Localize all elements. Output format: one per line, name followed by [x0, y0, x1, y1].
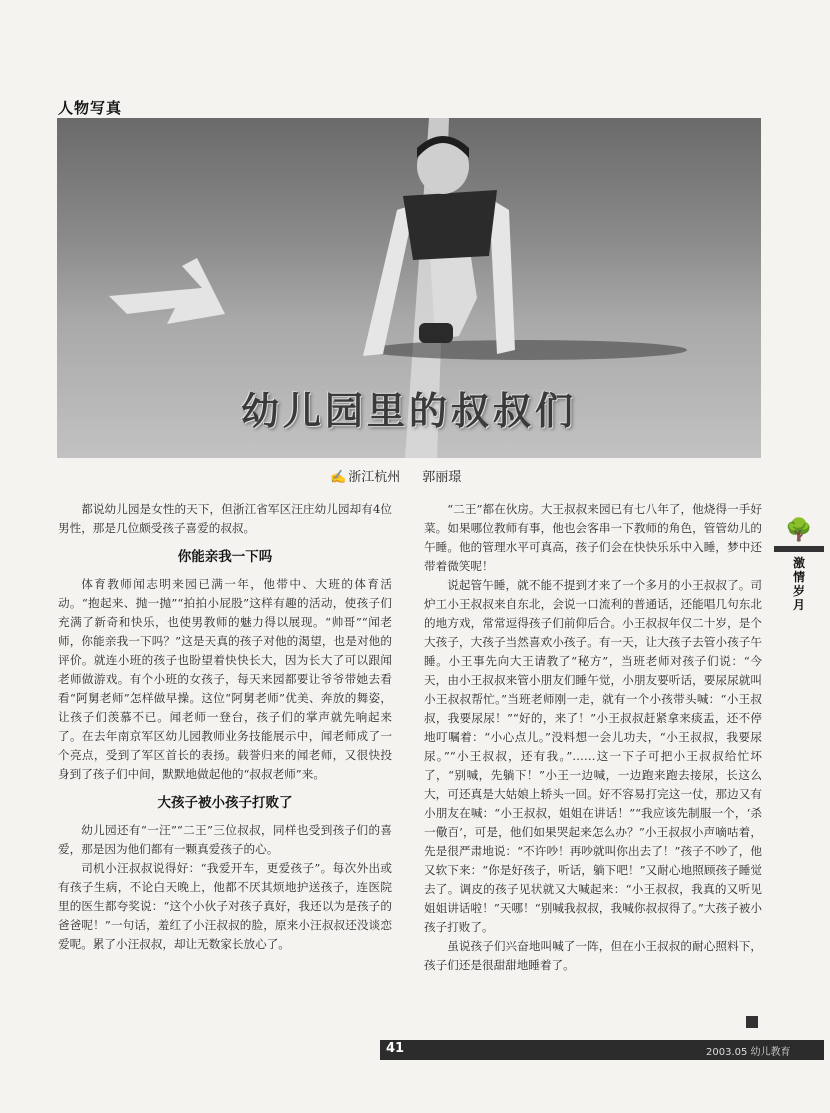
- byline-location: 浙江杭州: [348, 470, 401, 485]
- footer-issue: 2003.05 幼儿教育: [706, 1047, 791, 1058]
- paragraph: “二王”都在伙房。大王叔叔来园已有七八年了，他烧得一手好菜。如果哪位教师有事，他也会客串一下教师的角色，管管幼儿的午睡。他的管理水平可真高，孩子们会在快快乐乐中入睡，梦中还带着微笑呢！: [424, 502, 762, 573]
- byline: [330, 466, 461, 485]
- subheading-1: 你能亲我一下吗: [177, 549, 273, 565]
- paragraph: 司机小汪叔叔说得好：“我爱开车，更爱孩子”。每次外出或有孩子生病，不论白天晚上，他都不厌其烦地护送孩子，连医院里的医生都夸奖说：“这个小伙子对孩子真好，我还以为是孩子的爸爸呢！”一句话，羞红了小汪叔叔的脸，原来小汪叔叔还没谈恋爱呢。累了小汪叔叔，却让无数家长放心了。: [58, 861, 392, 951]
- paragraph: 体育教师闻志明来园已满一年，他带中、大班的体育活动。“抱起来、抛一抛”“拍拍小屁股”这样有趣的活动，使孩子们充满了新奇和快乐，也使男教师的魅力得以展现。“帅哥”“闻老师，你能亲我一下吗？”这是天真的孩子对他的渴望，也是对他的评价。就连小班的孩子也盼望着快快长大，因为长大了可以跟闻老师做游戏。有个小班的女孩子，每天来园都要让爷爷带她去看看“阿舅老师”怎样做早操。这位“阿舅老师”优美、奔放的舞姿，让孩子们羡慕不已。闻老师一登台，孩子们的掌声就先响起来了。在去年南京军区幼儿园教师业务技能展示中，闻老师成了一个亮点，受到了军区首长的表扬。载誉归来的闻老师，又很快投身到了孩子们中间，默默地做起他的“叔叔老师”来。: [58, 577, 392, 781]
- section-label: 人物写真: [58, 99, 123, 117]
- byline-author: 郭丽璟: [422, 470, 462, 485]
- left-column: [58, 500, 392, 954]
- sidebar-label: 激情岁月: [792, 556, 805, 612]
- right-column: [424, 500, 762, 975]
- paragraph: 幼儿园还有“一汪”“二王”三位叔叔，同样也受到孩子们的喜爱，那是因为他们都有一颗真爱孩子的心。: [58, 823, 392, 856]
- article-title: 幼儿园里的叔叔们: [240, 389, 577, 433]
- tree-icon: 🌳: [785, 518, 813, 543]
- sidebar-divider: [774, 546, 824, 552]
- paragraph: 虽说孩子们兴奋地叫喊了一阵，但在小王叔叔的耐心照料下，孩子们还是很甜甜地睡着了。: [424, 939, 762, 972]
- page-number: 41: [386, 1041, 405, 1056]
- pen-icon: ✍: [330, 470, 347, 485]
- sidebar-tag: [774, 518, 824, 612]
- hero-photo: [57, 118, 761, 458]
- end-mark-icon: [746, 1016, 758, 1028]
- road-arrow: [109, 258, 225, 324]
- paragraph: 说起管午睡，就不能不提到才来了一个多月的小王叔叔了。司炉工小王叔叔来自东北，会说一口流利的普通话，还能唱几句东北的地方戏，常常逗得孩子们前仰后合。小王叔叔年仅二十岁，是个大孩子，大孩子当然喜欢小孩子。有一天，让大孩子去管小孩子午睡。小王事先向大王请教了“秘方”，当班老师对孩子们说：“今天，由小王叔叔来管小朋友们睡午觉，小朋友要听话，要尿尿就叫小王叔叔帮忙。”当班老师刚一走，就有一个小孩带头喊：“小王叔叔，我要尿尿！”“好的，来了！”小王叔叔赶紧拿来痰盂，还不停地叮嘱着：“小心点儿。”没料想一会儿功夫，“小王叔叔，我要尿尿。”“小王叔叔，还有我。”……这一下子可把小王叔叔给忙坏了，“别喊，先躺下！”小王一边喊，一边跑来跑去接尿，长这么大，可还真是大姑娘上轿头一回。好不容易打完这一仗，那边又有小朋友在喊：“小王叔叔，姐姐在讲话！”“我应该先制服一个，‘杀一儆百’，可是，他们如果哭起来怎么办？”小王叔叔小声嘀咕着，先是很严肃地说：“不许吵！再吵就叫你出去了！”孩子不吵了，他又软下来：“你是好孩子，听话，躺下吧！”又耐心地照顾孩子睡觉去了。调皮的孩子见状就又大喊起来：“小王叔叔，我真的又听见姐姐讲话啦！”天哪！“别喊我叔叔，我喊你叔叔得了。”大孩子被小孩子打败了。: [424, 578, 762, 934]
- intro-paragraph: 都说幼儿园是女性的天下，但浙江省军区汪庄幼儿园却有4位男性，那是几位颇受孩子喜爱的叔叔。: [58, 502, 392, 535]
- subheading-2: 大孩子被小孩子打败了: [157, 795, 293, 811]
